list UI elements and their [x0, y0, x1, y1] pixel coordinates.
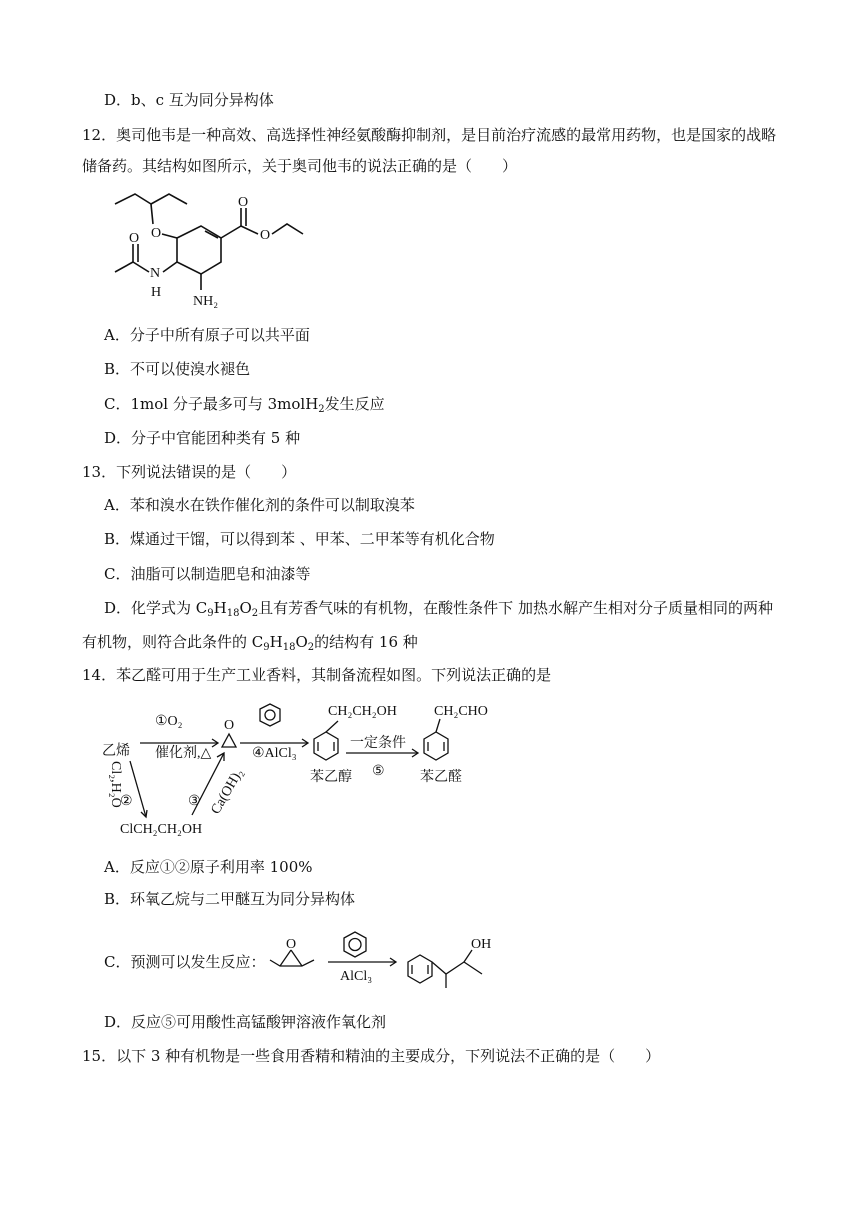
- ethylene-label: 乙烯: [102, 744, 130, 759]
- oseltamivir-structure: [105, 186, 315, 314]
- option-c-reaction: [268, 918, 538, 998]
- chlorohydrin-label: ClCH₂CH₂OH: [120, 822, 203, 837]
- step5-condition: 一定条件: [350, 736, 406, 751]
- q12-option-a: A．分子中所有原子可以共平面: [104, 326, 310, 344]
- q14-option-d: D．反应⑤可用酸性高锰酸钾溶液作氧化剂: [104, 1013, 387, 1031]
- q13-option-a: A．苯和溴水在铁作催化剂的条件可以制取溴苯: [104, 496, 415, 514]
- phenylethanol-label: 苯乙醇: [310, 770, 352, 785]
- q11-option-d: D．b、c 互为同分异构体: [104, 91, 274, 109]
- amino-label: NH₂: [193, 294, 219, 309]
- phenylacetaldehyde-label: 苯乙醛: [420, 770, 462, 785]
- hydrogen-label: H: [151, 285, 162, 300]
- step4-label: ④AlCl₃: [252, 746, 297, 761]
- step2-reagent: Cl₂,H₂O: [108, 761, 123, 808]
- step1-condition: 催化剂,△: [155, 746, 212, 761]
- amide-oxygen-label: O: [129, 231, 140, 246]
- step2-number: ②: [120, 794, 133, 809]
- option-c-hydroxyl: OH: [471, 937, 492, 952]
- step5-number: ⑤: [372, 764, 385, 779]
- step1-reagent: ①O₂: [155, 714, 183, 729]
- step3-reagent: Ca(OH)₂: [208, 766, 247, 817]
- q13-stem: 13．下列说法错误的是（ ）: [82, 463, 297, 481]
- q12-option-d: D．分子中官能团种类有 5 种: [104, 429, 301, 447]
- q13-option-d-line1: D．化学式为 $C_9H_{18}O_2$且有芳香气味的有机物，在酸性条件下 加热水解产生相对分子质量相同的两种: [104, 599, 773, 619]
- ch2cho-label: CH₂CHO: [434, 704, 488, 719]
- ch2ch2oh-label: CH₂CH₂OH: [328, 704, 397, 719]
- nitrogen-label: N: [150, 266, 161, 281]
- step3-number: ③: [188, 794, 201, 809]
- q12-stem-line1: 12．奥司他韦是一种高效、高选择性神经氨酸酶抑制剂，是目前治疗流感的最常用药物，也是国家的战略: [82, 126, 777, 144]
- epoxide-oxygen: O: [224, 718, 235, 733]
- carbonyl-oxygen-label: O: [238, 195, 249, 210]
- ester-oxygen-label: O: [260, 228, 271, 243]
- q14-stem: 14．苯乙醛可用于生产工业香料，其制备流程如图。下列说法正确的是: [82, 666, 552, 684]
- q13-option-b: B．煤通过干馏，可以得到苯 、甲苯、二甲苯等有机化合物: [104, 530, 495, 548]
- q12-stem-line2: 储备药。其结构如图所示，关于奥司他韦的说法正确的是（ ）: [82, 157, 518, 175]
- q13-option-c: C．油脂可以制造肥皂和油漆等: [104, 565, 311, 583]
- q14-option-b: B．环氧乙烷与二甲醚互为同分异构体: [104, 890, 356, 908]
- ether-oxygen-label: O: [151, 226, 162, 241]
- q12-option-b: B．不可以使溴水褪色: [104, 360, 251, 378]
- option-c-epoxide-oxygen: O: [286, 937, 297, 952]
- q12-option-c: C．1mol 分子最多可与 3molH$_2$发生反应: [104, 395, 385, 415]
- q13-option-d-line2: 有机物，则符合此条件的 $C_9H_{18}O_2$的结构有 16 种: [82, 633, 418, 653]
- q15-stem: 15．以下 3 种有机物是一些食用香精和精油的主要成分，下列说法不正确的是（ ）: [82, 1047, 661, 1065]
- q14-option-a: A．反应①②原子利用率 100%: [104, 858, 313, 876]
- phenylacetaldehyde-scheme: [100, 695, 488, 845]
- option-c-catalyst: AlCl₃: [340, 969, 373, 984]
- q14-option-c: C．预测可以发生反应：: [104, 953, 266, 971]
